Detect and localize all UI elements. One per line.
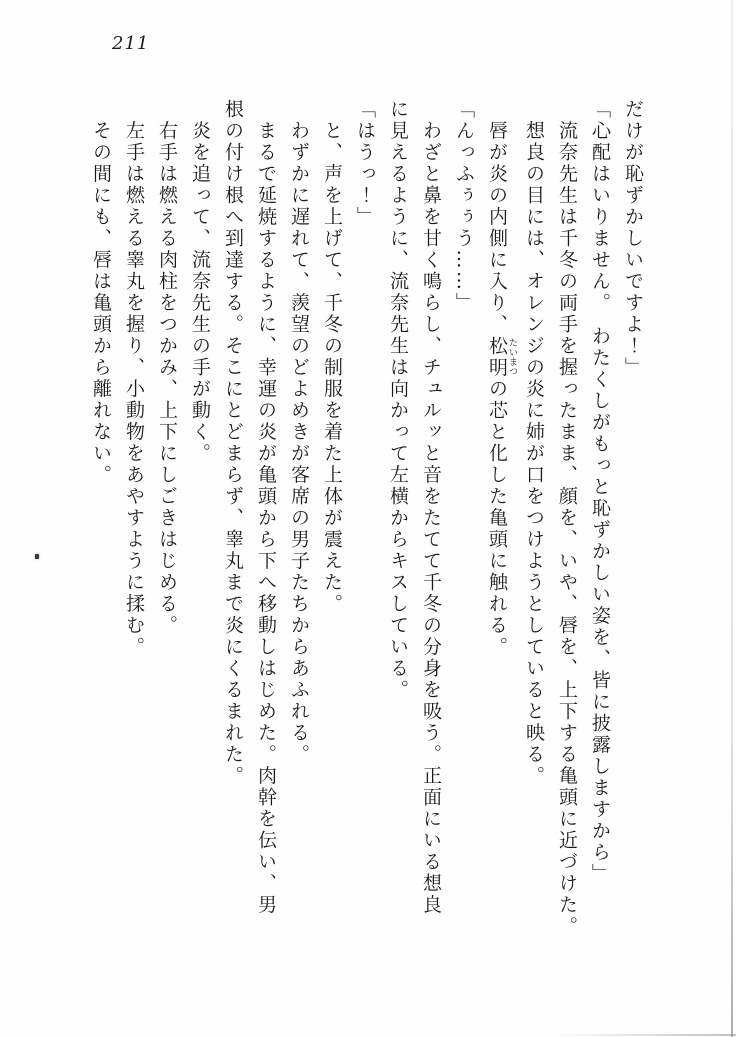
- text-line-with-furigana: [480, 99, 517, 945]
- text-line: 右手は燃える肉柱をつかみ、上下にしごきはじめる。: [156, 99, 178, 637]
- page-number: 211: [112, 33, 150, 54]
- text-segment: 唇が炎の内側に入り、: [486, 99, 508, 336]
- text-line: 左手は燃える睾丸を握り、小動物をあやすように揉む。: [123, 99, 145, 658]
- ruby-base: 松明: [486, 335, 508, 379]
- scan-speck-artifact: [35, 554, 39, 559]
- text-line: 根の付け根へ到達する。そこにとどまらず、睾丸まで炎にくるまれた。: [222, 99, 244, 787]
- text-line: だけが恥ずかしいですよ！」: [622, 99, 644, 379]
- text-line: わずかに遅れて、羨望のどよめきが客席の男子たちからあふれる。: [288, 99, 310, 766]
- text-line: 想良の目には、オレンジの炎に姉が口をつけようとしていると映る。: [523, 99, 545, 787]
- text-line: わざと鼻を甘く鳴らし、チュルッと音をたてて千冬の分身を吸う。正面にいる想良: [420, 99, 442, 916]
- furigana: たいまつ: [507, 335, 517, 379]
- text-line: 「んっふぅぅう……」: [453, 99, 475, 314]
- vertical-text-block: [84, 99, 649, 945]
- ruby-taimatsu: [486, 335, 517, 379]
- text-line: 「はうっ！」: [354, 99, 376, 228]
- text-line: に見えるように、流奈先生は向かって左横からキスしている。: [387, 99, 409, 701]
- text-line: まるで延焼するように、幸運の炎が亀頭から下へ移動しはじめた。肉幹を伝い、男: [255, 99, 277, 916]
- scan-edge-bottom-artifact: [556, 1034, 736, 1036]
- text-line: と、声を上げて、千冬の制服を着た上体が震えた。: [321, 99, 343, 615]
- text-line: 炎を追って、流奈先生の手が動く。: [189, 99, 211, 465]
- scan-edge-artifact: [731, 0, 733, 1037]
- text-line: その間にも、唇は亀頭から離れない。: [90, 99, 112, 486]
- text-line: 流奈先生は千冬の両手を握ったまま、顔を、いや、唇を、上下する亀頭に近づけた。: [556, 99, 578, 938]
- text-line: 「心配はいりません。 わたくしがもっと恥ずかしい姿を、皆に披露しますから」: [589, 99, 611, 885]
- text-segment: の芯と化した亀頭に触れる。: [486, 378, 508, 658]
